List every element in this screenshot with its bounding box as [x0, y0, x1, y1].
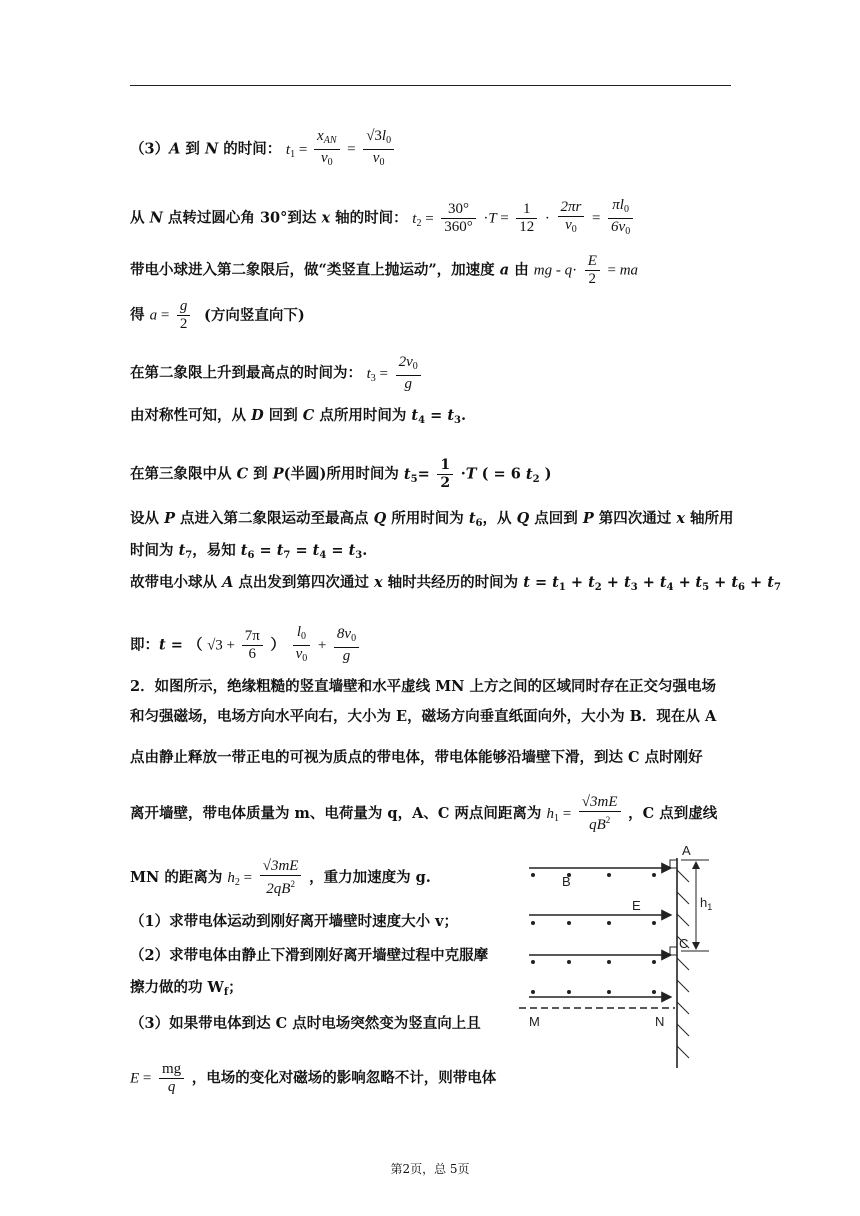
line-11: 即：t = （ √3 + $\frac{7\pi}{6}$ ） $\frac{l_0}{v_0}$ + $\frac{8v_0}{g}$ [130, 624, 362, 667]
p2-question-3: （3）如果带电体到达 C 点时电场突然变为竖直向上且 [130, 1015, 481, 1032]
p2-question-1: （1）求带电体运动到刚好离开墙壁时速度大小 v； [130, 913, 459, 930]
line-8: 设从 P 点进入第二象限运动至最高点 Q 所用时间为 $t_6$，从 Q 点回到 P 第四次通过 x 轴所用 [130, 510, 734, 529]
line-10: 故带电小球从 A 点出发到第四次通过 x 轴时共经历的时间为 $t = t_1 + t_2 + t_3 + t_4 + t_5 + t_6 + t_7$ [130, 574, 781, 593]
p2-question-2a: （2）求带电体由静止下滑到刚好离开墙壁过程中克服摩 [130, 947, 489, 964]
point-a-marker [670, 860, 677, 868]
label-c: C [679, 936, 689, 951]
p2-line-4: 离开墙壁，带电体质量为 m、电荷量为 q，A、C 两点间距离为 $h_1$ = $\frac{√3mE}{qB^2}$ ，C 点到虚线 [130, 794, 718, 833]
p2-line-2: 和匀强磁场，电场方向水平向右，大小为 E，磁场方向垂直纸面向外，大小为 B．现在从 A [130, 708, 717, 725]
label-e: E [632, 898, 641, 913]
line-5: 在第二象限上升到最高点的时间为： $t_3$ = $\frac{2v_0}{g}$ [130, 354, 424, 393]
label-n: N [655, 1014, 665, 1029]
line-9: 时间为 $t_7$，易知 $t_6 = t_7 = t_4 = t_3$. [130, 542, 368, 561]
point-c-marker [670, 947, 677, 955]
label-a: A [682, 843, 691, 858]
p2-line-1: 2．如图所示，绝缘粗糙的竖直墙壁和水平虚线 MN 上方之间的区域同时存在正交匀强电场 [130, 678, 716, 695]
electric-field-lines [529, 868, 671, 997]
p2-question-3b: E = $\frac{mg}{q}$ ，电场的变化对磁场的影响忽略不计，则带电体 [130, 1061, 497, 1095]
page-footer: 第2页，总 5页 [390, 1162, 470, 1176]
label-b: B [562, 874, 571, 889]
line-7: 在第三象限中从 C 到 P(半圆)所用时间为 $t_5=$ $\frac{1}{2}$ ·T ( = 6 $t_2$ ) [130, 457, 552, 491]
p2-line-3: 点由静止释放一带正电的可视为质点的带电体，带电体能够沿墙壁下滑，到达 C 点时刚好 [130, 749, 703, 766]
line-s3: （3）A 到 N 的时间： $t_1$ = $\frac{x_{AN}}{v_0}$ = $\frac{√3l_0}{v_0}$ [130, 128, 397, 171]
line-2: 从 N 点转过圆心角 30°到达 x 轴的时间： $t_2$ = $\frac{30^\circ}{360^\circ}$ ·T = $\frac{1}{12}$ · $\frac{2\pi r}{v_0}$ = $\frac{\pi l_0}{6v_0}$ [130, 197, 636, 240]
wall-hatching [677, 870, 689, 1058]
p2-line-5: MN 的距离为 $h_2$ = $\frac{√3mE}{2qB^2}$ ，重力加速度为 g. [130, 858, 431, 897]
label-m: M [529, 1014, 540, 1029]
header-rule [130, 85, 731, 86]
line-6: 由对称性可知，从 D 回到 C 点所用时间为 $t_4 = t_3$. [130, 407, 467, 426]
label-h1: $h_1$ [700, 895, 713, 912]
magnetic-field-dots [531, 873, 656, 994]
line-3: 带电小球进入第二象限后，做“类竖直上抛运动”，加速度 a 由 mg - q· $\frac{E}{2}$ = ma [130, 253, 639, 287]
p2-question-2b: 擦力做的功 $W_f$； [130, 979, 243, 998]
line-4: 得 a = $\frac{g}{2}$ (方向竖直向下) [130, 298, 305, 332]
field-wall-figure [519, 830, 729, 1070]
